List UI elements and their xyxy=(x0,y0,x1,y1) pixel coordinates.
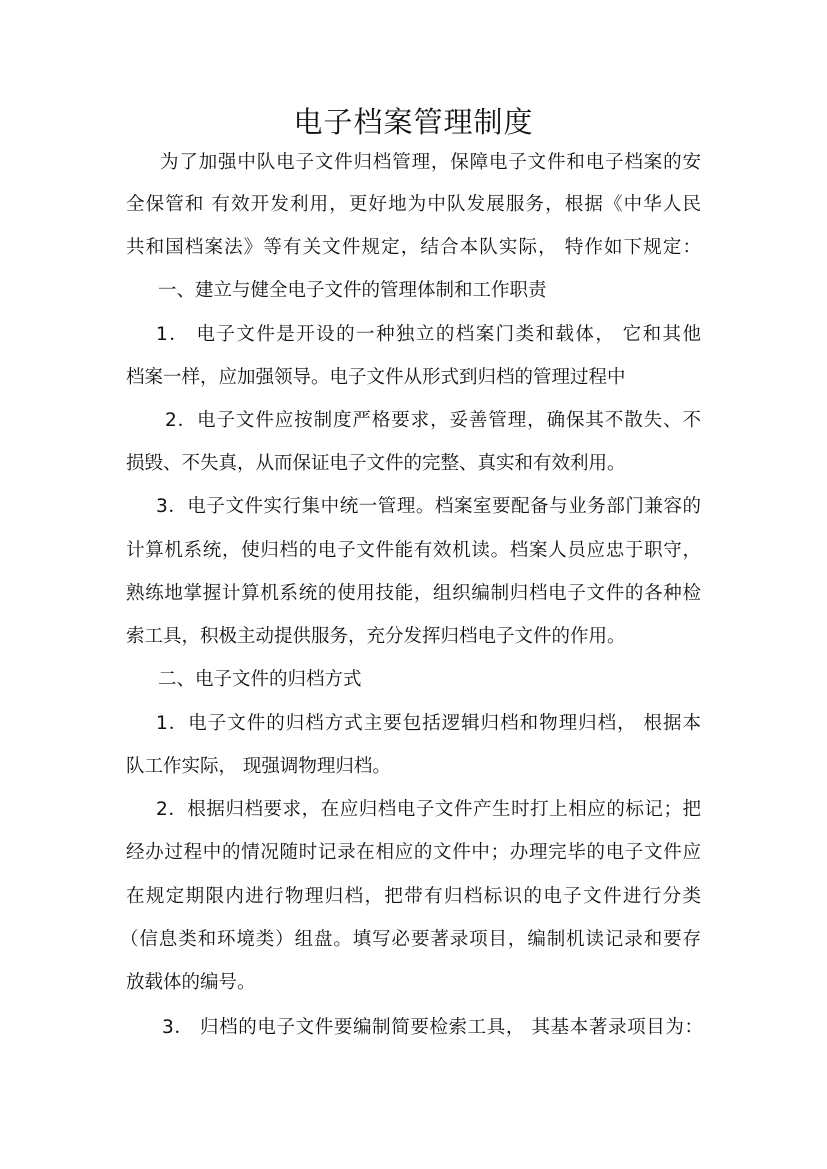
paragraph-line: 索工具，积极主动提供服务，充分发挥归档电子文件的作用。 xyxy=(126,626,626,647)
paragraph-line: 经办过程中的情况随时记录在相应的文件中；办理完毕的电子文件应 xyxy=(126,842,701,863)
section-heading: 二、电子文件的归档方式 xyxy=(158,669,362,690)
paragraph-line: 共和国档案法》等有关文件规定，结合本队实际， 特作如下规定： xyxy=(126,237,701,258)
paragraph-line: 3．电子文件实行集中统一管理。档案室要配备与业务部门兼容的 xyxy=(156,496,701,517)
paragraph-line: 全保管和 有效开发利用，更好地为中队发展服务，根据《中华人民 xyxy=(126,194,701,215)
paragraph-line: 熟练地掌握计算机系统的使用技能，组织编制归档电子文件的各种检 xyxy=(126,583,701,604)
paragraph-line: 3． 归档的电子文件要编制简要检索工具， 其基本著录项目为： xyxy=(162,1017,703,1038)
paragraph-line: 2．根据归档要求，在应归档电子文件产生时打上相应的标记；把 xyxy=(156,799,701,820)
paragraph-line: 档案一样，应加强领导。电子文件从形式到归档的管理过程中 xyxy=(126,367,626,388)
paragraph-line: 队工作实际， 现强调物理归档。 xyxy=(126,756,391,777)
section-heading: 一、建立与健全电子文件的管理体制和工作职责 xyxy=(158,280,547,301)
paragraph-line: 1． 电子文件是开设的一种独立的档案门类和载体， 它和其他 xyxy=(156,324,701,345)
paragraph-line: 为了加强中队电子文件归档管理，保障电子文件和电子档案的安 xyxy=(160,152,701,173)
paragraph-line: （信息类和环境类）组盘。填写必要著录项目，编制机读记录和要存 xyxy=(120,929,701,950)
paragraph-line: 损毁、不失真，从而保证电子文件的完整、真实和有效利用。 xyxy=(126,453,626,474)
paragraph-line: 在规定期限内进行物理归档，把带有归档标识的电子文件进行分类 xyxy=(126,886,701,907)
paragraph-line: 放载体的编号。 xyxy=(126,972,256,993)
paragraph-line: 2．电子文件应按制度严格要求，妥善管理，确保其不散失、不 xyxy=(165,410,701,431)
paragraph-line: 计算机系统，使归档的电子文件能有效机读。档案人员应忠于职守， xyxy=(126,540,701,561)
page-title: 电子档案管理制度 xyxy=(293,105,534,139)
paragraph-line: 1．电子文件的归档方式主要包括逻辑归档和物理归档， 根据本 xyxy=(156,713,701,734)
